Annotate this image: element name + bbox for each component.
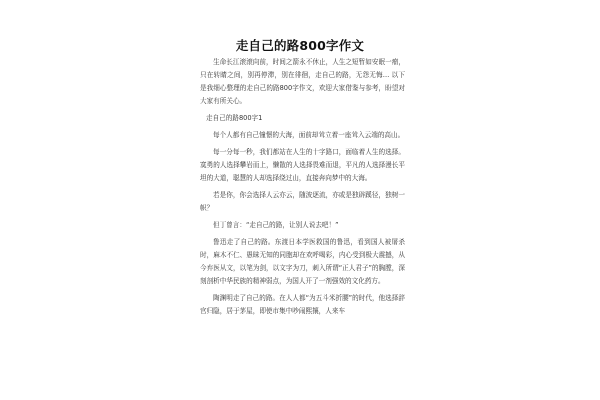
body-paragraph: 若是你，你会选择人云亦云，随波逐流，亦或是独辟蹊径，独树一帜？ (200, 191, 405, 212)
body-paragraph: 鲁迅走了自己的路。东渡日本学医救国的鲁迅，看到国人被屠杀时，麻木不仁、愚昧无知的同胞却在欢呼喝彩，内心受到极大震撼，从今弃医从文，以笔为剑，以文字为刀，刺入所谓“正人君子”的胸膛，深刻剖析中华民族的精神弱点，为国人开了一剂强效的文化药方。 (200, 238, 405, 285)
intro-paragraph: 生命长江滚滚向前，时间之箭永不休止，人生之短暂如安眠一瘤，只在转睛之间，别再停滞，别在徘徊，走自己的路，无怨无悔… 以下是我细心整理的走自己的路800字作文，欢迎大家借鉴与参考，盼望对大家有所关心。 (200, 58, 405, 105)
quote-paragraph: 但丁曾言：“走自己的路，让别人说去吧！” (213, 221, 339, 229)
body-paragraph: 陶渊明走了自己的路。在人人都“为五斗米折腰”的时代，他选择辞官归隐，居于茅屋，即使市集中吵闹熙攘，人来车 (200, 294, 405, 315)
document-body (200, 56, 405, 322)
body-paragraph: 每一分每一秒，我们都站在人生的十字路口，面临着人生的选择。寞勇的人选择攀岩而上，懒散的人选择畏难而退，平凡的人选择漫长平坦的大道，聪慧的人却选择绕过山，直接奔向梦中的大海。 (200, 148, 405, 182)
body-paragraph: 每个人都有自己憧憬的大海，面前却耸立着一座耸入云端的高山。 (213, 131, 405, 139)
document-title: 走自己的路800字作文 (235, 38, 365, 53)
section-heading: 走自己的路800字1 (206, 114, 263, 122)
